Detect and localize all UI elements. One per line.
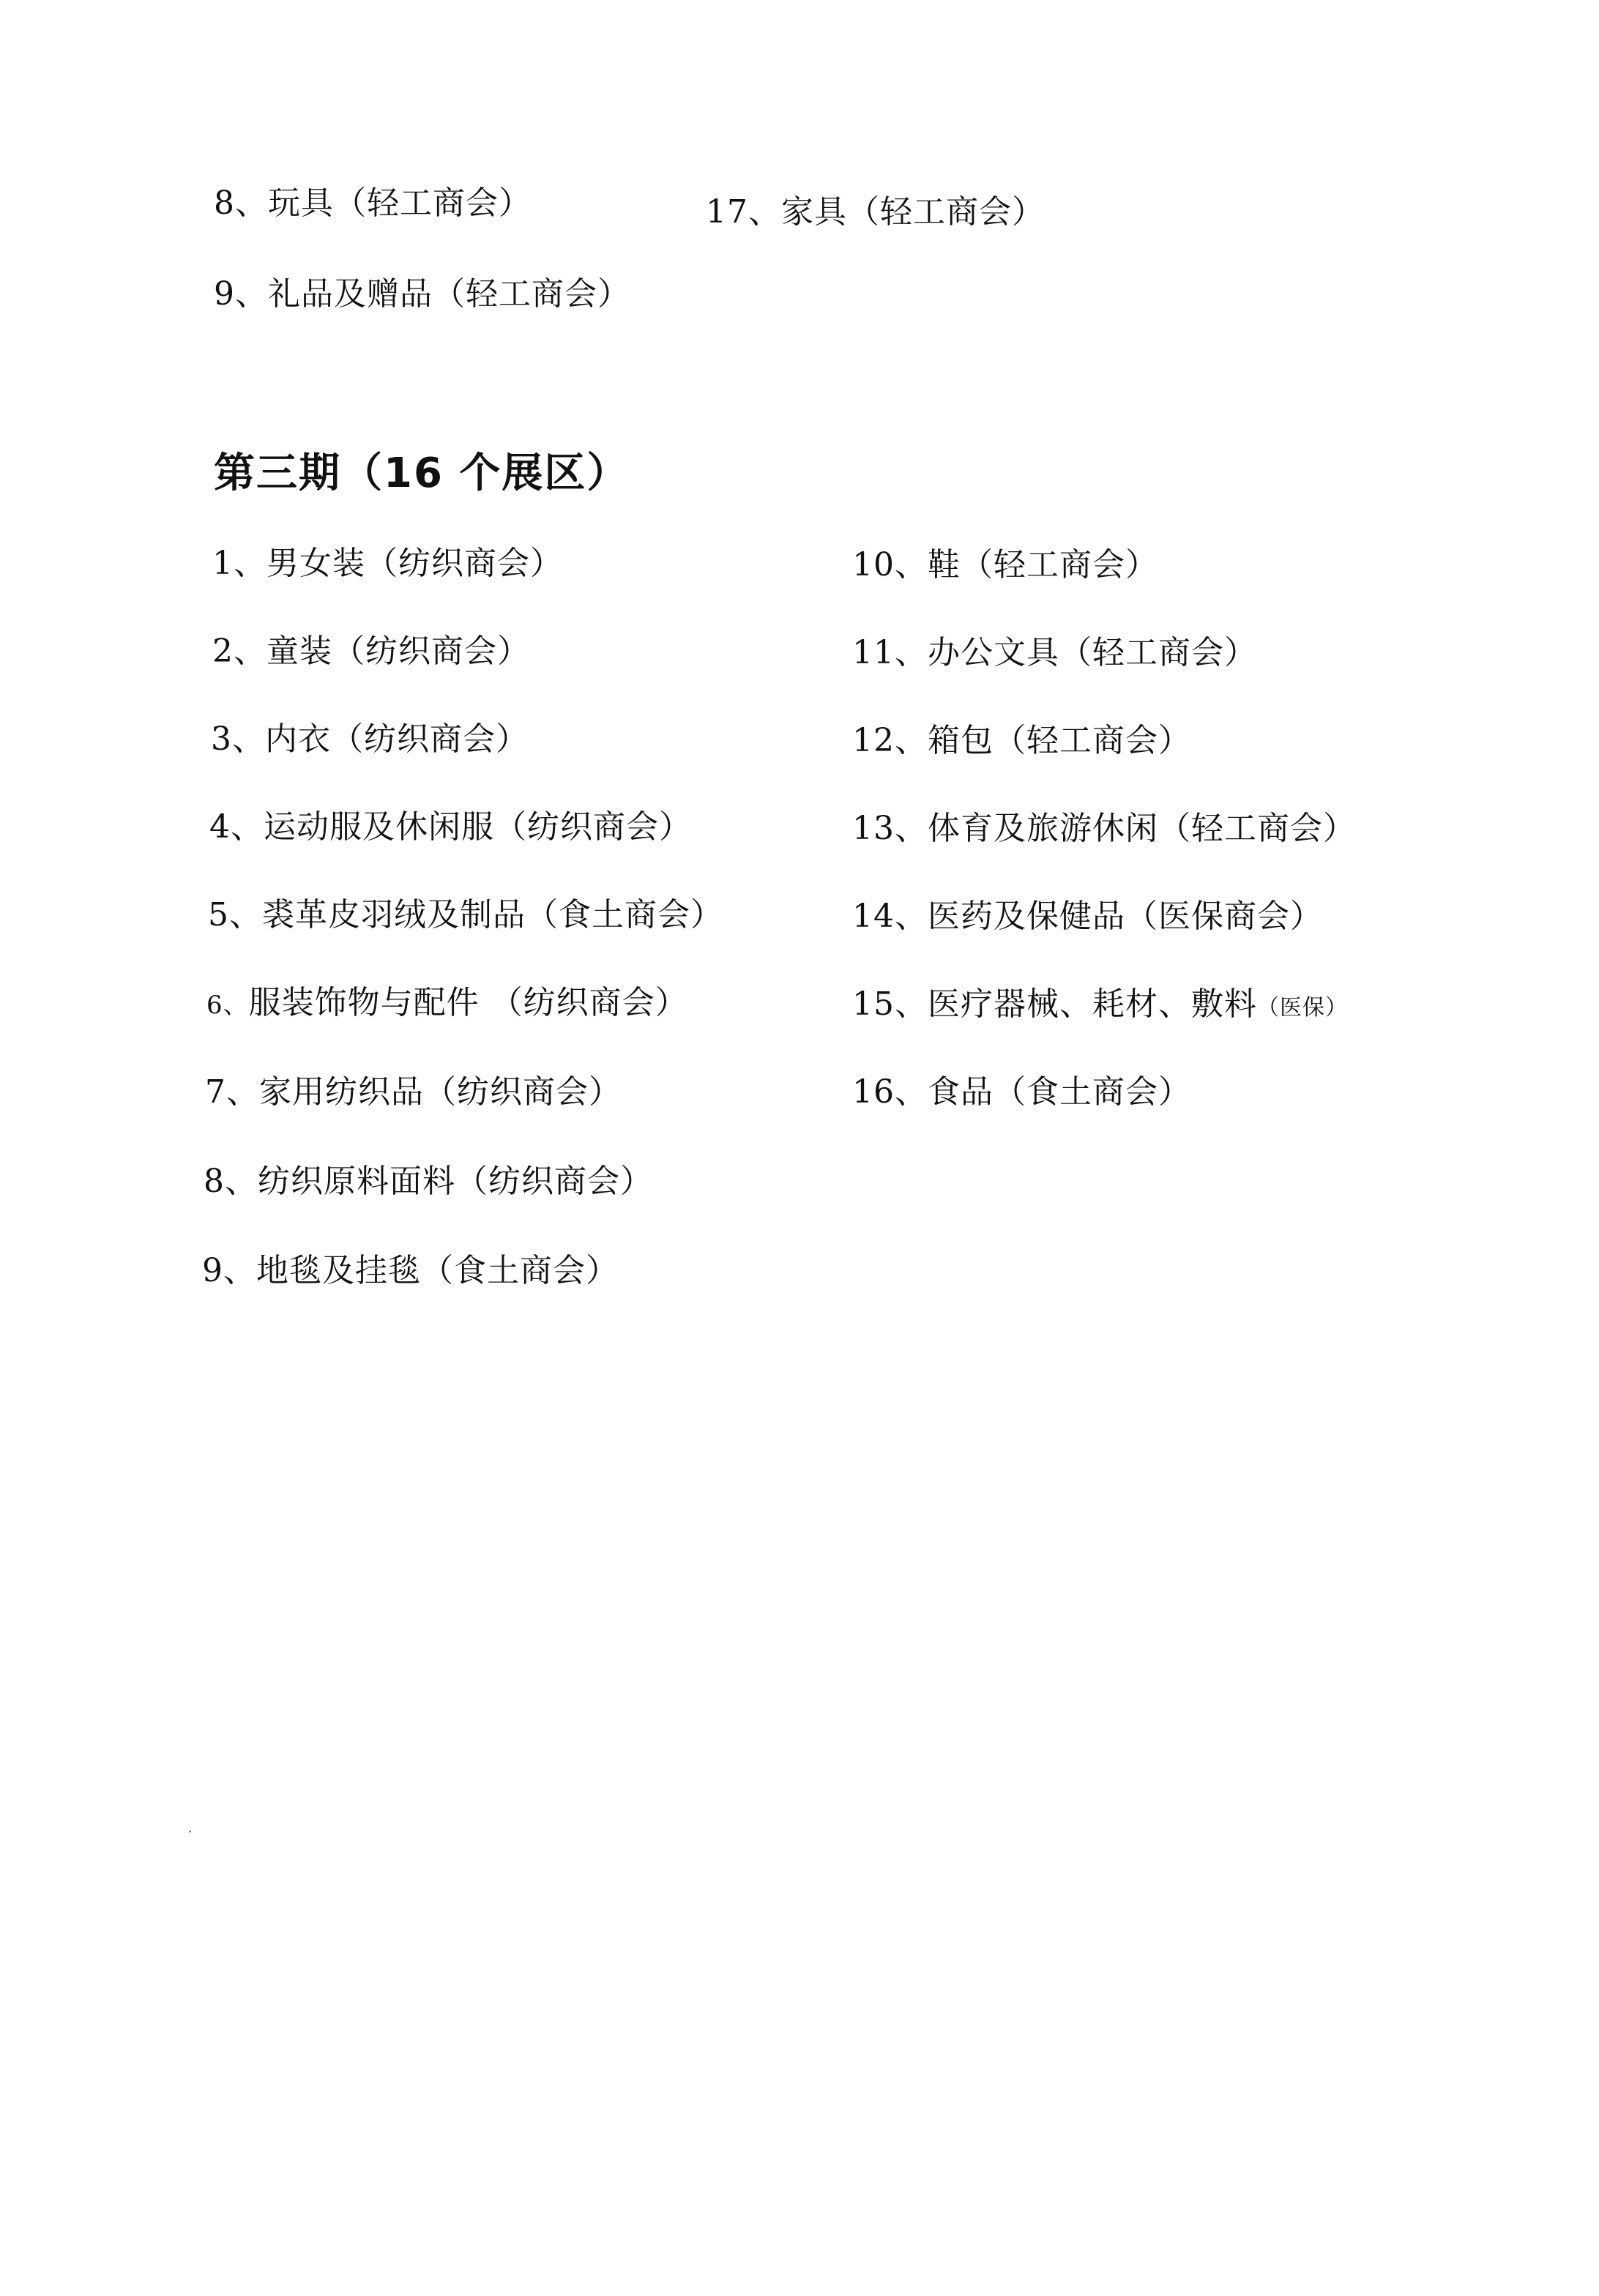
item-number: 12、	[852, 722, 928, 759]
item-note: （食土商会）	[421, 1252, 619, 1289]
list-item	[852, 1072, 1191, 1113]
item-number: 3、	[211, 720, 265, 758]
item-name: 纺织原料面料	[258, 1163, 455, 1200]
list-item	[852, 633, 1257, 674]
item-note: （轻工商会）	[847, 193, 1045, 231]
item-name: 办公文具	[928, 634, 1059, 671]
list-item	[209, 807, 692, 848]
item-number: 11、	[852, 634, 928, 671]
item-note: （纺织商会）	[331, 720, 529, 758]
item-number: 9、	[202, 1252, 256, 1289]
item-note: （医保）	[1257, 995, 1348, 1021]
item-number: 7、	[205, 1073, 259, 1111]
list-item	[852, 896, 1323, 937]
item-name: 童装	[266, 633, 332, 670]
item-name: 运动服及休闲服	[264, 808, 494, 846]
list-item	[212, 543, 563, 584]
item-name: 内衣	[265, 720, 331, 758]
list-item	[211, 719, 529, 760]
item-note: （纺织商会）	[494, 808, 692, 846]
item-name: 箱包	[928, 722, 994, 759]
item-note: （轻工商会）	[961, 546, 1158, 584]
item-number: 16、	[852, 1073, 928, 1111]
item-number: 5、	[208, 896, 262, 933]
list-item	[852, 720, 1191, 761]
list-item	[214, 183, 532, 224]
item-note: （轻工商会）	[334, 184, 532, 222]
item-name: 裘革皮羽绒及制品	[262, 896, 526, 933]
item-number: 8、	[204, 1163, 258, 1200]
item-note: （纺织商会）	[424, 1073, 622, 1111]
list-item	[205, 1072, 622, 1113]
list-item	[852, 984, 1348, 1029]
item-name: 服装饰物与配件	[248, 984, 480, 1021]
item-name: 家用纺织品	[259, 1073, 424, 1111]
list-item	[208, 895, 723, 936]
list-item	[852, 545, 1158, 586]
item-name: 男女装	[266, 545, 365, 582]
item-note: （纺织商会）	[365, 545, 563, 582]
item-name: 医药及保健品	[928, 898, 1125, 935]
item-name: 礼品及赠品	[268, 275, 433, 313]
section-heading: 第三期（16 个展区）	[214, 450, 630, 497]
item-number: 14、	[852, 898, 928, 935]
item-number: 1、	[212, 545, 266, 582]
item-note: （纺织商会）	[479, 984, 688, 1021]
list-item	[202, 1250, 619, 1292]
item-name: 体育及旅游休闲	[928, 810, 1158, 847]
list-item	[212, 631, 530, 672]
item-note: （纺织商会）	[332, 633, 530, 670]
item-number: 9、	[214, 275, 268, 313]
list-item	[706, 192, 1045, 233]
scan-speck	[189, 1830, 191, 1833]
list-item	[204, 1161, 653, 1202]
item-number: 15、	[852, 985, 928, 1023]
item-note: （医保商会）	[1125, 898, 1323, 935]
item-name: 家具	[781, 193, 847, 231]
item-name: 玩具	[268, 184, 334, 222]
item-note: （轻工商会）	[994, 722, 1191, 759]
item-note: （轻工商会）	[1059, 634, 1257, 671]
item-number: 17、	[706, 193, 781, 231]
item-name: 鞋	[928, 546, 961, 584]
item-name: 医疗器械、耗材、敷料	[928, 985, 1257, 1023]
item-name: 地毯及挂毯	[256, 1252, 421, 1289]
item-note: （食土商会）	[526, 896, 723, 933]
item-note: （纺织商会）	[455, 1163, 653, 1200]
item-number: 13、	[852, 810, 928, 847]
list-item	[206, 983, 688, 1026]
item-name: 食品	[928, 1073, 994, 1111]
item-number: 4、	[209, 808, 264, 846]
list-item	[214, 274, 630, 315]
item-number: 6、	[206, 991, 249, 1020]
item-note: （轻工商会）	[1158, 810, 1356, 847]
list-item	[852, 808, 1356, 849]
item-number: 2、	[212, 633, 266, 670]
item-note: （食土商会）	[994, 1073, 1191, 1111]
item-note: （轻工商会）	[433, 275, 630, 313]
item-number: 8、	[214, 184, 268, 222]
item-number: 10、	[852, 546, 928, 584]
